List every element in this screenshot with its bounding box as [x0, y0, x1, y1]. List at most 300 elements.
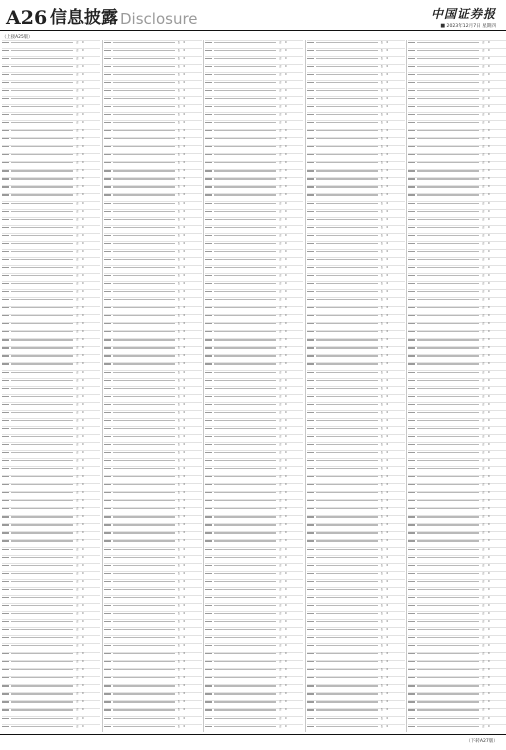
row-flag: 否: [177, 595, 181, 599]
table-row: [2, 475, 100, 482]
row-flag: 否: [279, 386, 282, 390]
row-name-placeholder: [11, 106, 73, 107]
table-row: [307, 97, 405, 104]
row-code-placeholder: [408, 243, 415, 244]
table-row: [408, 491, 506, 498]
row-code-placeholder: [408, 388, 415, 389]
row-flag: 否: [76, 603, 79, 607]
row-value: 0: [82, 394, 84, 398]
row-code-placeholder: [408, 380, 415, 381]
row-value: 0: [183, 587, 186, 591]
row-code-placeholder: [104, 605, 111, 606]
row-flag: 否: [380, 129, 384, 133]
row-flag: 否: [177, 378, 181, 382]
row-flag: 否: [76, 442, 79, 446]
row-name-placeholder: [113, 283, 175, 284]
row-code-placeholder: [2, 653, 9, 654]
row-name-placeholder: [214, 653, 276, 654]
row-name-placeholder: [316, 58, 378, 59]
row-name-placeholder: [11, 355, 73, 356]
table-row: [408, 371, 506, 378]
row-flag: 否: [76, 113, 79, 117]
section-title: 信息披露: [50, 8, 118, 28]
row-flag: 否: [279, 354, 282, 358]
row-flag: 否: [177, 40, 181, 44]
table-row: [408, 443, 506, 450]
row-flag: 否: [482, 410, 485, 414]
row-flag: 否: [279, 507, 282, 511]
row-code-placeholder: [205, 500, 212, 501]
row-flag: 否: [482, 185, 485, 189]
table-row: [408, 628, 506, 635]
row-flag: 否: [279, 281, 282, 285]
row-code-placeholder: [408, 98, 415, 99]
table-row: [104, 515, 202, 522]
row-value: 0: [285, 161, 287, 165]
row-flag: 否: [76, 716, 79, 720]
row-name-placeholder: [316, 436, 378, 437]
row-flag: 否: [380, 394, 384, 398]
row-value: 0: [488, 257, 490, 261]
row-code-placeholder: [408, 621, 415, 622]
table-row: [307, 274, 405, 281]
row-code-placeholder: [307, 436, 314, 437]
row-flag: 否: [76, 539, 79, 543]
row-flag: 否: [76, 483, 79, 487]
row-flag: 否: [482, 129, 485, 133]
row-value: 0: [488, 314, 490, 318]
row-name-placeholder: [214, 122, 276, 123]
row-name-placeholder: [316, 396, 378, 397]
row-value: 0: [82, 668, 84, 672]
row-name-placeholder: [214, 549, 276, 550]
row-value: 0: [82, 346, 84, 350]
row-name-placeholder: [214, 508, 276, 509]
row-value: 0: [488, 72, 490, 76]
table-row: [205, 169, 303, 176]
table-row: [205, 668, 303, 675]
row-value: 0: [488, 459, 490, 463]
row-value: 0: [285, 676, 287, 680]
page-code: A26: [6, 7, 48, 29]
row-value: 0: [82, 241, 84, 245]
row-code-placeholder: [205, 380, 212, 381]
row-code-placeholder: [408, 492, 415, 493]
row-flag: 否: [177, 257, 181, 261]
table-row: [408, 73, 506, 80]
row-name-placeholder: [214, 323, 276, 324]
table-row: [205, 185, 303, 192]
row-value: 0: [386, 104, 389, 108]
row-value: 0: [488, 627, 490, 631]
row-name-placeholder: [417, 557, 479, 558]
row-value: 0: [285, 483, 287, 487]
row-flag: 否: [76, 129, 79, 133]
row-flag: 否: [380, 233, 384, 237]
row-code-placeholder: [2, 243, 9, 244]
table-row: [2, 499, 100, 506]
row-name-placeholder: [113, 589, 175, 590]
row-flag: 否: [380, 483, 384, 487]
row-value: 0: [183, 314, 186, 318]
row-value: 0: [82, 563, 84, 567]
row-code-placeholder: [104, 645, 111, 646]
row-name-placeholder: [417, 388, 479, 389]
table-row: [2, 411, 100, 418]
row-code-placeholder: [2, 532, 9, 533]
table-row: [307, 467, 405, 474]
row-name-placeholder: [417, 677, 479, 678]
row-name-placeholder: [11, 90, 73, 91]
row-name-placeholder: [113, 661, 175, 662]
row-code-placeholder: [2, 170, 9, 171]
row-value: 0: [488, 555, 490, 559]
row-flag: 否: [76, 571, 79, 575]
row-code-placeholder: [2, 452, 9, 453]
row-value: 0: [285, 48, 287, 52]
row-value: 0: [82, 636, 84, 640]
row-value: 0: [386, 619, 389, 623]
row-value: 0: [285, 346, 287, 350]
row-code-placeholder: [408, 396, 415, 397]
row-code-placeholder: [408, 227, 415, 228]
table-row: [408, 57, 506, 64]
row-flag: 否: [177, 467, 181, 471]
row-name-placeholder: [316, 331, 378, 332]
row-code-placeholder: [205, 669, 212, 670]
row-name-placeholder: [11, 516, 73, 517]
row-flag: 否: [380, 314, 384, 318]
table-row: [205, 322, 303, 329]
row-value: 0: [183, 362, 186, 366]
table-row: [307, 153, 405, 160]
row-name-placeholder: [113, 581, 175, 582]
row-flag: 否: [76, 121, 79, 125]
table-row: [205, 330, 303, 337]
table-row: [408, 81, 506, 88]
row-code-placeholder: [205, 323, 212, 324]
row-flag: 否: [279, 265, 282, 269]
row-name-placeholder: [214, 444, 276, 445]
row-value: 0: [285, 145, 287, 149]
row-flag: 否: [177, 193, 181, 197]
row-flag: 否: [177, 241, 181, 245]
row-name-placeholder: [316, 718, 378, 719]
row-name-placeholder: [113, 605, 175, 606]
row-name-placeholder: [417, 323, 479, 324]
table-row: [408, 700, 506, 707]
row-name-placeholder: [113, 420, 175, 421]
row-value: 0: [183, 523, 186, 527]
row-value: 0: [386, 64, 389, 68]
row-value: 0: [285, 72, 287, 76]
row-name-placeholder: [214, 685, 276, 686]
row-flag: 否: [482, 426, 485, 430]
row-code-placeholder: [104, 549, 111, 550]
row-code-placeholder: [307, 404, 314, 405]
row-flag: 否: [76, 563, 79, 567]
row-value: 0: [82, 330, 84, 334]
table-row: [2, 177, 100, 184]
row-name-placeholder: [417, 227, 479, 228]
row-value: 0: [183, 338, 186, 342]
row-value: 0: [82, 80, 84, 84]
row-value: 0: [285, 80, 287, 84]
row-name-placeholder: [11, 718, 73, 719]
row-code-placeholder: [2, 219, 9, 220]
row-flag: 否: [177, 249, 181, 253]
table-row: [205, 65, 303, 72]
row-value: 0: [488, 676, 490, 680]
row-flag: 否: [76, 370, 79, 374]
row-value: 0: [183, 636, 186, 640]
table-row: [2, 57, 100, 64]
table-row: [408, 580, 506, 587]
row-flag: 否: [380, 290, 384, 294]
table-row: [205, 129, 303, 136]
table-row: [307, 121, 405, 128]
table-row: [408, 684, 506, 691]
row-code-placeholder: [205, 283, 212, 284]
row-name-placeholder: [113, 629, 175, 630]
table-row: [2, 636, 100, 643]
row-value: 0: [183, 716, 186, 720]
row-code-placeholder: [2, 130, 9, 131]
row-value: 0: [386, 491, 389, 495]
row-code-placeholder: [408, 235, 415, 236]
row-value: 0: [82, 483, 84, 487]
row-flag: 否: [482, 153, 485, 157]
table-row: [408, 411, 506, 418]
row-value: 0: [488, 225, 490, 229]
row-flag: 否: [177, 298, 181, 302]
row-name-placeholder: [214, 645, 276, 646]
row-value: 0: [285, 442, 287, 446]
table-row: [104, 612, 202, 619]
row-value: 0: [488, 579, 490, 583]
row-flag: 否: [279, 660, 282, 664]
row-value: 0: [488, 402, 490, 406]
table-row: [408, 346, 506, 353]
row-value: 0: [183, 193, 186, 197]
row-flag: 否: [482, 314, 485, 318]
row-value: 0: [82, 104, 84, 108]
row-code-placeholder: [205, 685, 212, 686]
row-value: 0: [386, 716, 389, 720]
row-value: 0: [82, 217, 84, 221]
row-code-placeholder: [408, 90, 415, 91]
row-code-placeholder: [408, 178, 415, 179]
row-code-placeholder: [104, 363, 111, 364]
row-flag: 否: [482, 177, 485, 181]
row-name-placeholder: [417, 396, 479, 397]
row-flag: 否: [482, 96, 485, 100]
row-flag: 否: [380, 217, 384, 221]
table-row: [408, 403, 506, 410]
row-code-placeholder: [307, 235, 314, 236]
row-flag: 否: [76, 257, 79, 261]
row-name-placeholder: [316, 726, 378, 727]
row-flag: 否: [380, 652, 384, 656]
row-value: 0: [183, 563, 186, 567]
row-flag: 否: [177, 265, 181, 269]
row-code-placeholder: [408, 613, 415, 614]
column-divider: [406, 40, 407, 732]
table-row: [205, 290, 303, 297]
row-code-placeholder: [307, 540, 314, 541]
row-flag: 否: [482, 354, 485, 358]
row-value: 0: [488, 547, 490, 551]
row-code-placeholder: [2, 412, 9, 413]
table-row: [104, 193, 202, 200]
row-name-placeholder: [214, 492, 276, 493]
row-code-placeholder: [2, 162, 9, 163]
row-flag: 否: [177, 587, 181, 591]
row-name-placeholder: [417, 146, 479, 147]
row-name-placeholder: [316, 203, 378, 204]
row-code-placeholder: [205, 428, 212, 429]
row-code-placeholder: [104, 211, 111, 212]
row-name-placeholder: [417, 154, 479, 155]
row-value: 0: [82, 619, 84, 623]
table-row: [104, 49, 202, 56]
table-row: [408, 226, 506, 233]
row-name-placeholder: [214, 613, 276, 614]
row-value: 0: [386, 354, 389, 358]
row-name-placeholder: [214, 291, 276, 292]
row-value: 0: [386, 531, 389, 535]
row-value: 0: [488, 129, 490, 133]
row-code-placeholder: [104, 355, 111, 356]
row-name-placeholder: [214, 460, 276, 461]
row-value: 0: [386, 153, 389, 157]
table-row: [104, 684, 202, 691]
row-value: 0: [82, 507, 84, 511]
row-name-placeholder: [11, 211, 73, 212]
row-code-placeholder: [307, 66, 314, 67]
row-name-placeholder: [417, 307, 479, 308]
row-name-placeholder: [11, 661, 73, 662]
row-code-placeholder: [205, 726, 212, 727]
row-flag: 否: [76, 652, 79, 656]
row-code-placeholder: [307, 130, 314, 131]
row-name-placeholder: [11, 436, 73, 437]
row-code-placeholder: [2, 500, 9, 501]
table-row: [307, 298, 405, 305]
row-value: 0: [183, 499, 186, 503]
row-code-placeholder: [2, 516, 9, 517]
square-bullet-icon: ■: [440, 23, 446, 29]
row-value: 0: [183, 281, 186, 285]
row-code-placeholder: [205, 122, 212, 123]
row-flag: 否: [279, 716, 282, 720]
row-name-placeholder: [11, 74, 73, 75]
table-row: [205, 161, 303, 168]
row-code-placeholder: [205, 460, 212, 461]
row-name-placeholder: [11, 219, 73, 220]
table-row: [2, 700, 100, 707]
row-code-placeholder: [104, 597, 111, 598]
row-name-placeholder: [214, 428, 276, 429]
row-value: 0: [82, 547, 84, 551]
table-row: [2, 725, 100, 732]
row-code-placeholder: [307, 549, 314, 550]
row-code-placeholder: [205, 404, 212, 405]
column-divider: [102, 40, 103, 732]
row-code-placeholder: [205, 709, 212, 710]
table-row: [104, 105, 202, 112]
row-code-placeholder: [2, 508, 9, 509]
row-flag: 否: [279, 306, 282, 310]
row-value: 0: [386, 547, 389, 551]
table-row: [307, 218, 405, 225]
row-name-placeholder: [214, 194, 276, 195]
table-row: [205, 499, 303, 506]
row-code-placeholder: [408, 114, 415, 115]
row-value: 0: [488, 104, 490, 108]
row-code-placeholder: [408, 339, 415, 340]
row-name-placeholder: [113, 178, 175, 179]
row-flag: 否: [279, 113, 282, 117]
row-code-placeholder: [307, 363, 314, 364]
row-name-placeholder: [11, 396, 73, 397]
row-flag: 否: [279, 362, 282, 366]
row-flag: 否: [380, 426, 384, 430]
row-flag: 否: [482, 467, 485, 471]
row-name-placeholder: [417, 613, 479, 614]
row-code-placeholder: [408, 637, 415, 638]
row-name-placeholder: [214, 372, 276, 373]
row-value: 0: [386, 523, 389, 527]
table-row: [307, 515, 405, 522]
row-code-placeholder: [104, 677, 111, 678]
row-value: 0: [82, 64, 84, 68]
row-code-placeholder: [408, 516, 415, 517]
row-code-placeholder: [307, 315, 314, 316]
table-row: [104, 443, 202, 450]
row-value: 0: [82, 402, 84, 406]
row-code-placeholder: [307, 307, 314, 308]
table-row: [307, 161, 405, 168]
table-row: [205, 403, 303, 410]
row-name-placeholder: [316, 508, 378, 509]
row-flag: 否: [177, 314, 181, 318]
row-name-placeholder: [113, 339, 175, 340]
row-flag: 否: [76, 48, 79, 52]
row-name-placeholder: [417, 597, 479, 598]
row-flag: 否: [482, 298, 485, 302]
row-code-placeholder: [408, 693, 415, 694]
row-code-placeholder: [104, 581, 111, 582]
row-flag: 否: [279, 491, 282, 495]
row-code-placeholder: [104, 203, 111, 204]
table-row: [205, 612, 303, 619]
row-flag: 否: [76, 161, 79, 165]
row-value: 0: [285, 636, 287, 640]
row-value: 0: [285, 281, 287, 285]
row-flag: 否: [380, 322, 384, 326]
table-row: [205, 234, 303, 241]
row-flag: 否: [279, 273, 282, 277]
row-value: 0: [285, 467, 287, 471]
row-name-placeholder: [214, 178, 276, 179]
row-value: 0: [82, 724, 84, 728]
table-row: [104, 491, 202, 498]
table-row: [408, 427, 506, 434]
table-row: [307, 177, 405, 184]
row-name-placeholder: [417, 106, 479, 107]
table-row: [408, 556, 506, 563]
